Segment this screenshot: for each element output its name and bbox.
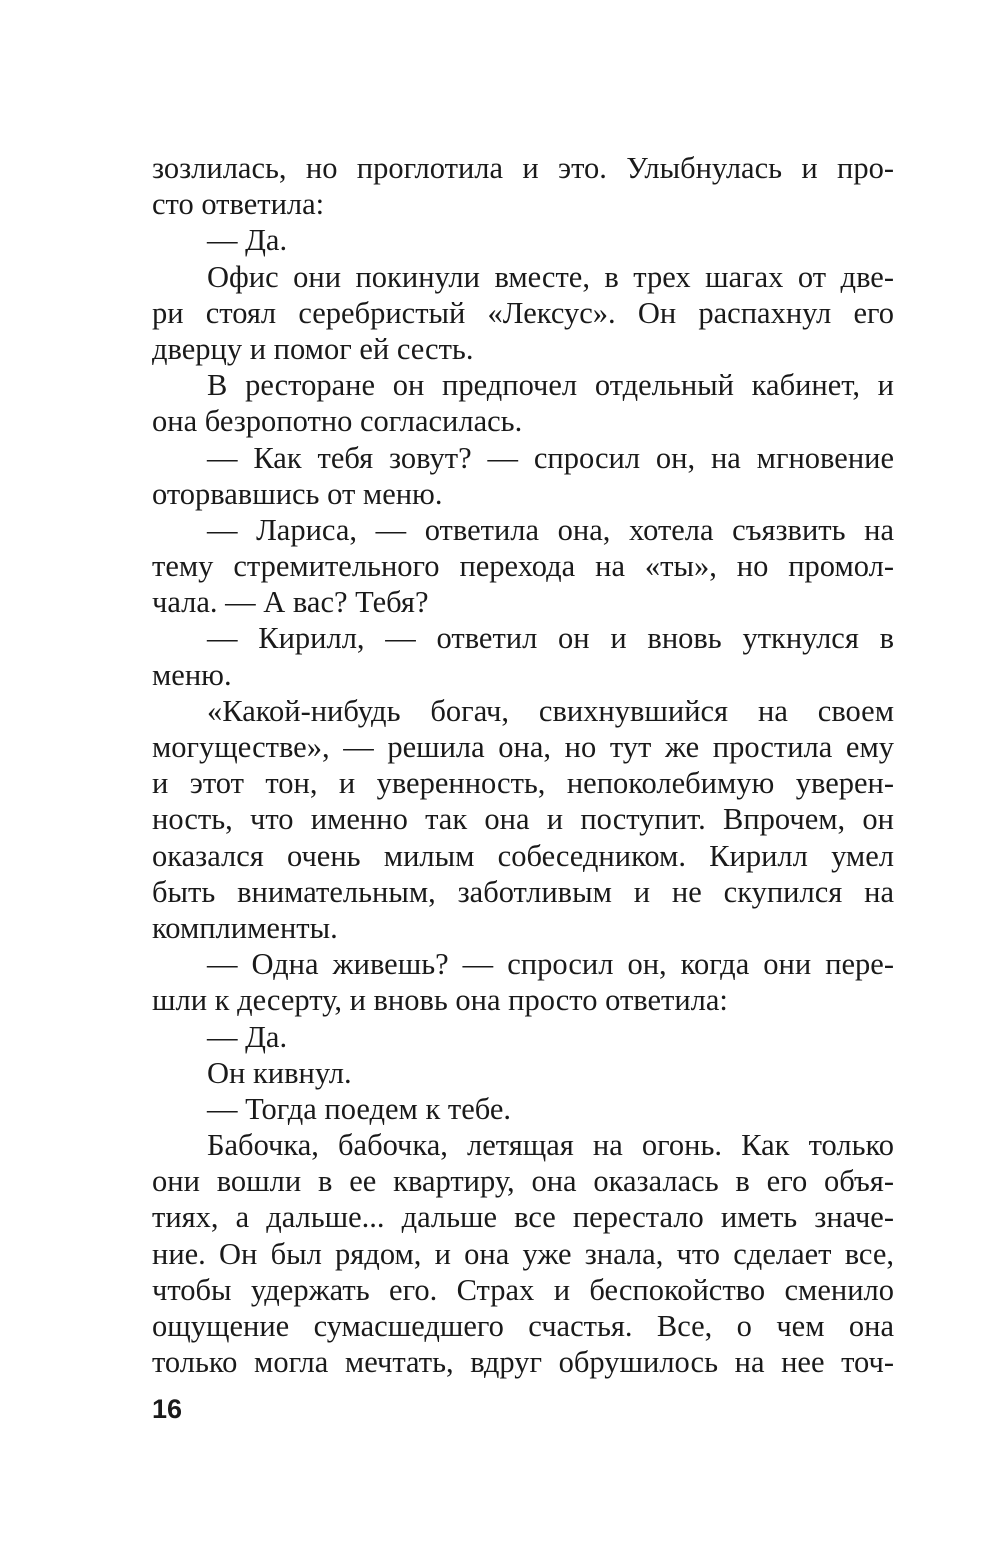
text-line: и этот тон, и уверенность, непоколебимую уверен-: [152, 766, 894, 801]
text-line: Он кивнул.: [207, 1055, 352, 1090]
text-line: ри стоял серебристый «Лексус». Он распахнул его: [152, 295, 894, 330]
text-line: могуществе», — решила она, но тут же простила ему: [152, 730, 894, 764]
text-line: оказался очень милым собеседником. Кирилл умел: [152, 838, 894, 873]
text-line: сто ответила:: [152, 187, 325, 222]
text-line: — Кирилл, — ответил он и вновь уткнулся в: [207, 621, 894, 656]
text-line: они вошли в ее квартиру, она оказалась в его объя-: [152, 1164, 894, 1199]
text-line: комплименты.: [152, 910, 338, 945]
text-line: — Тогда поедем к тебе.: [207, 1091, 512, 1126]
text-line: В ресторане он предпочел отдельный кабинет, и: [207, 368, 894, 403]
text-line: она безропотно согласилась.: [152, 404, 523, 439]
text-line: «Какой-нибудь богач, свихнувшийся на своем: [207, 693, 894, 728]
text-line: шли к десерту, и вновь она просто ответила:: [152, 983, 728, 1018]
text-line: дверцу и помог ей сесть.: [152, 331, 474, 366]
text-line: тиях, а дальше... дальше все перестало иметь значе-: [152, 1200, 894, 1235]
text-line: быть внимательным, заботливым и не скупился на: [152, 874, 894, 909]
text-line: чтобы удержать его. Страх и беспокойство сменило: [152, 1272, 894, 1307]
text-line: Офис они покинули вместе, в трех шагах от две-: [207, 259, 894, 294]
text-line: только могла мечтать, вдруг обрушилось на нее точ-: [152, 1345, 894, 1380]
text-line: меню.: [152, 657, 232, 692]
text-line: — Да.: [207, 1019, 288, 1054]
text-line: тему стремительного перехода на «ты», но промол-: [152, 549, 894, 584]
body-text: [152, 150, 894, 1380]
text-line: оторвавшись от меню.: [152, 476, 443, 511]
text-line: зозлилась, но проглотила и это. Улыбнулась и про-: [152, 151, 894, 185]
text-line: ние. Он был рядом, и она уже знала, что сделает все,: [152, 1236, 894, 1271]
page-number: 16: [152, 1394, 183, 1424]
text-line: — Лариса, — ответила она, хотела съязвить на: [207, 512, 894, 547]
text-line: — Да.: [207, 223, 288, 258]
text-line: ность, что именно так она и поступит. Впрочем, он: [152, 802, 894, 837]
text-line: чала. — А вас? Тебя?: [152, 585, 429, 620]
text-line: — Одна живешь? — спросил он, когда они пере-: [207, 947, 894, 982]
text-line: ощущение сумасшедшего счастья. Все, о чем она: [152, 1309, 894, 1343]
text-line: — Как тебя зовут? — спросил он, на мгновение: [207, 440, 894, 475]
text-line: Бабочка, бабочка, летящая на огонь. Как только: [207, 1128, 894, 1163]
